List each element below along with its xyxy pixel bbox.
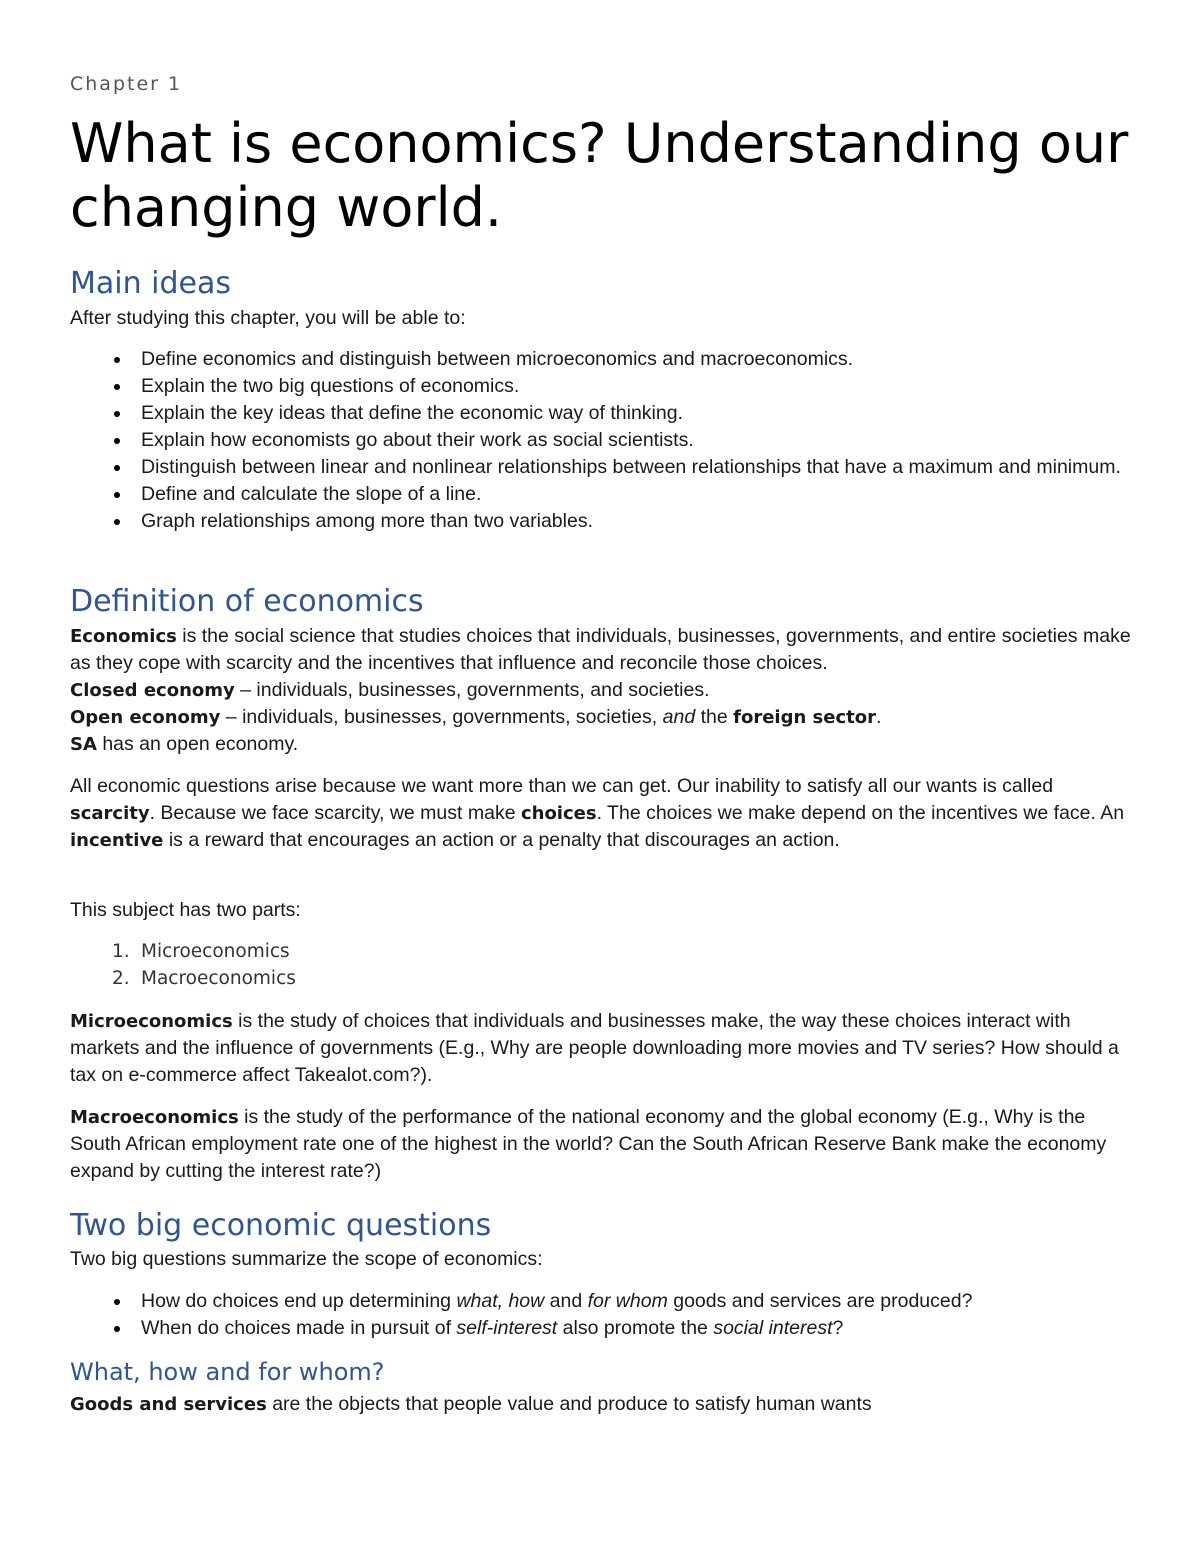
list-item: Graph relationships among more than two variables. bbox=[70, 508, 1140, 535]
question-emphasis: what, how bbox=[456, 1290, 545, 1312]
list-item: Distinguish between linear and nonlinear relationships between relationships that have a maximum and minimum. bbox=[70, 454, 1140, 481]
question-emphasis: for whom bbox=[587, 1290, 668, 1312]
term-scarcity: scarcity bbox=[70, 803, 150, 824]
big-questions-list bbox=[70, 1288, 1140, 1342]
list-item-label: Macroeconomics bbox=[141, 968, 296, 989]
list-item bbox=[70, 1288, 1140, 1315]
heading-main-ideas: Main ideas bbox=[70, 266, 232, 301]
parts-intro: This subject has two parts: bbox=[70, 899, 301, 921]
sa-statement bbox=[70, 731, 1140, 758]
list-item: Explain the two big questions of economics. bbox=[70, 373, 1140, 400]
term-foreign-sector: foreign sector bbox=[733, 707, 876, 728]
open-economy-text-3: . bbox=[875, 706, 882, 728]
question-emphasis: self-interest bbox=[456, 1317, 558, 1339]
open-economy-text: – individuals, businesses, governments, societies, bbox=[220, 706, 663, 728]
question-text: and bbox=[544, 1290, 588, 1312]
heading-big-questions: Two big economic questions bbox=[70, 1208, 492, 1243]
paragraph-text: . Because we face scarcity, we must make bbox=[149, 802, 521, 824]
microeconomics-paragraph bbox=[70, 1008, 1140, 1089]
paragraph-text: All economic questions arise because we want more than we can get. Our inability to satisfy all our wants is called bbox=[70, 775, 1054, 797]
list-item bbox=[70, 1315, 1140, 1342]
chapter-label: Chapter 1 bbox=[70, 73, 183, 95]
big-questions-intro: Two big questions summarize the scope of economics: bbox=[70, 1248, 543, 1270]
scarcity-paragraph bbox=[70, 773, 1140, 854]
list-item: Define economics and distinguish between microeconomics and macroeconomics. bbox=[70, 346, 1140, 373]
paragraph-text: . The choices we make depend on the incentives we face. An bbox=[596, 802, 1125, 824]
definition-block bbox=[70, 623, 1140, 758]
list-marker: 2. bbox=[112, 968, 130, 989]
parts-list bbox=[70, 938, 1140, 992]
question-text: ? bbox=[832, 1317, 844, 1339]
term-microeconomics: Microeconomics bbox=[70, 1011, 233, 1032]
list-item: Explain how economists go about their work as social scientists. bbox=[70, 427, 1140, 454]
term-open-economy: Open economy bbox=[70, 707, 221, 728]
term-closed-economy: Closed economy bbox=[70, 680, 235, 701]
term-incentive: incentive bbox=[70, 830, 164, 851]
paragraph-text: is a reward that encourages an action or a penalty that discourages an action. bbox=[163, 829, 840, 851]
paragraph-text: is the study of choices that individuals and businesses make, the way these choices interact with markets and the influence of governments (E.g., Why are people downloading more movies and TV series? How should a tax on e-commerce affect Takealot.com?). bbox=[70, 1010, 1119, 1086]
term-goods-and-services: Goods and services bbox=[70, 1394, 267, 1415]
list-item-label: Microeconomics bbox=[141, 941, 290, 962]
paragraph-text: is the study of the performance of the national economy and the global economy (E.g., Why is the South African employment rate one of the highest in the world? Can the South African Reserve Bank make the economy expand by cutting the interest rate?) bbox=[70, 1106, 1107, 1182]
list-item bbox=[70, 965, 1140, 992]
main-ideas-intro: After studying this chapter, you will be able to: bbox=[70, 307, 466, 329]
sa-text: has an open economy. bbox=[96, 733, 299, 755]
heading-definition: Definition of economics bbox=[70, 584, 424, 619]
open-economy-and: and bbox=[662, 706, 696, 728]
open-economy-definition bbox=[70, 704, 1140, 731]
list-item bbox=[70, 938, 1140, 965]
list-item: Explain the key ideas that define the economic way of thinking. bbox=[70, 400, 1140, 427]
macroeconomics-paragraph bbox=[70, 1104, 1140, 1185]
closed-economy-definition bbox=[70, 677, 1140, 704]
question-text: When do choices made in pursuit of bbox=[141, 1317, 457, 1339]
economics-text: is the social science that studies choices that individuals, businesses, governments, and entire societies make as they cope with scarcity and the incentives that influence and reconcile those choices. bbox=[70, 625, 1131, 674]
question-text: goods and services are produced? bbox=[667, 1290, 973, 1312]
open-economy-text-2: the bbox=[695, 706, 734, 728]
main-ideas-list bbox=[70, 346, 1140, 535]
goods-services-paragraph bbox=[70, 1391, 1140, 1418]
list-item: Define and calculate the slope of a line. bbox=[70, 481, 1140, 508]
question-emphasis: social interest bbox=[713, 1317, 833, 1339]
question-text: How do choices end up determining bbox=[141, 1290, 457, 1312]
term-economics: Economics bbox=[70, 626, 177, 647]
closed-economy-text: – individuals, businesses, governments, and societies. bbox=[234, 679, 710, 701]
economics-definition bbox=[70, 623, 1140, 677]
page-title: What is economics? Understanding our changing world. bbox=[70, 112, 1129, 239]
paragraph-text: are the objects that people value and produce to satisfy human wants bbox=[266, 1393, 872, 1415]
list-marker: 1. bbox=[112, 941, 130, 962]
term-macroeconomics: Macroeconomics bbox=[70, 1107, 239, 1128]
question-text: also promote the bbox=[557, 1317, 714, 1339]
term-sa: SA bbox=[70, 734, 97, 755]
term-choices: choices bbox=[520, 803, 597, 824]
heading-what-how-whom: What, how and for whom? bbox=[70, 1358, 385, 1386]
